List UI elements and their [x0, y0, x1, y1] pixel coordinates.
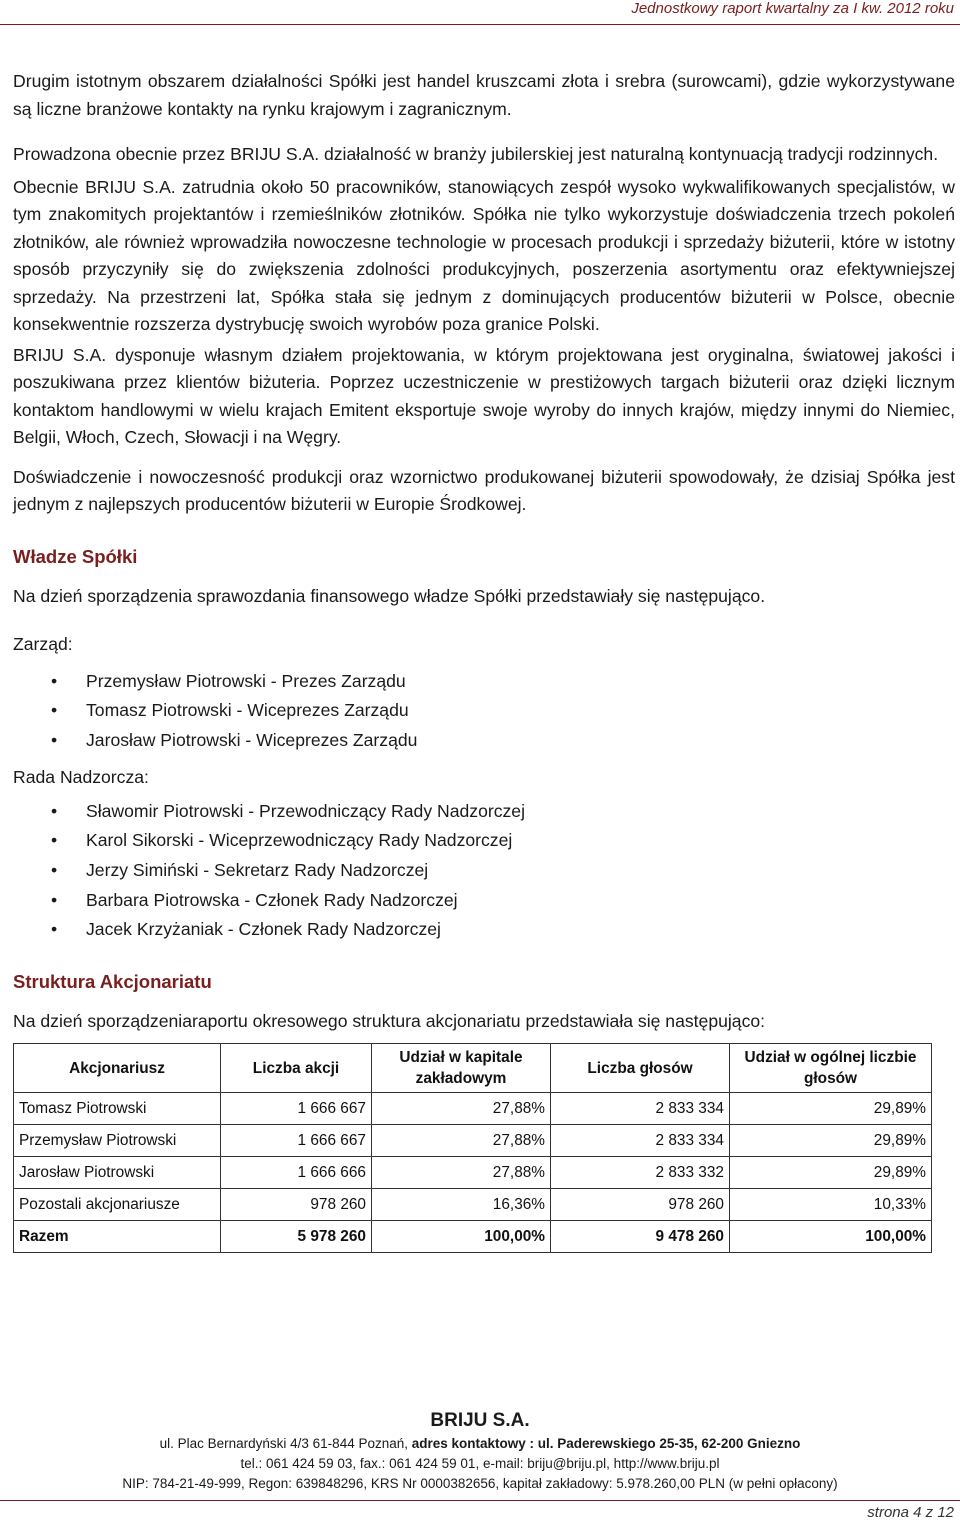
shareholder-name: Przemysław Piotrowski: [14, 1125, 221, 1157]
supervisory-label: Rada Nadzorcza:: [13, 766, 149, 787]
footer-contact: tel.: 061 424 59 03, fax.: 061 424 59 01, e-mail: briju@briju.pl, http://www.briju.pl: [240, 1456, 720, 1471]
paragraph-tradition: Prowadzona obecnie przez BRIJU S.A. działalność w branży jubilerskiej jest naturalną kontynuacją tradycji rodzinnych.: [13, 144, 939, 164]
shareholder-name: Jarosław Piotrowski: [14, 1157, 221, 1189]
bullet-icon: •: [51, 729, 58, 750]
shareholders-title: Struktura Akcjonariatu: [13, 971, 212, 993]
board-member: • Jarosław Piotrowski - Wiceprezes Zarządu: [13, 726, 955, 756]
board-member: • Tomasz Piotrowski - Wiceprezes Zarządu: [13, 696, 955, 726]
supervisory-member: • Barbara Piotrowska - Członek Rady Nadzorczej: [13, 886, 955, 916]
table-header-row: [14, 1044, 932, 1093]
supervisory-member: • Karol Sikorski - Wiceprzewodniczący Rady Nadzorczej: [13, 826, 955, 856]
vote-share: 29,89%: [730, 1157, 932, 1189]
page-number: strona 4 z 12: [867, 1504, 954, 1521]
shareholder-name: Tomasz Piotrowski: [14, 1093, 221, 1125]
capital-share: 27,88%: [372, 1093, 551, 1125]
total-vote-share: 100,00%: [730, 1221, 932, 1253]
page-content: [13, 68, 955, 1253]
table-row: [14, 1189, 932, 1221]
bullet-icon: •: [51, 860, 58, 881]
bullet-icon: •: [51, 889, 58, 910]
vote-count: 978 260: [551, 1189, 730, 1221]
governance-title: Władze Spółki: [13, 545, 138, 567]
paragraph-trading: Drugim istotnym obszarem działalności Spółki jest handel kruszcami złota i srebra (surowcami), gdzie wykorzystywane są liczne branżowe kontakty na rynku krajowym i zagranicznym.: [13, 71, 955, 119]
bullet-icon: •: [51, 800, 58, 821]
total-capital-share: 100,00%: [372, 1221, 551, 1253]
vote-count: 2 833 334: [551, 1093, 730, 1125]
supervisory-list: [13, 797, 955, 946]
paragraph-experience: Doświadczenie i nowoczesność produkcji oraz wzornictwo produkowanej biżuterii spowodowały, że dzisiaj Spółka jest jednym z najlepszych producentów biżuterii w Europie Środkowej.: [13, 466, 955, 514]
column-header: Udział w ogólnej liczbie głosów: [730, 1044, 932, 1093]
vote-share: 10,33%: [730, 1189, 932, 1221]
vote-share: 29,89%: [730, 1093, 932, 1125]
report-title: Jednostkowy raport kwartalny za I kw. 2012 roku: [631, 0, 954, 17]
supervisory-member: • Sławomir Piotrowski - Przewodniczący Rady Nadzorczej: [13, 797, 955, 827]
capital-share: 27,88%: [372, 1125, 551, 1157]
total-share-count: 5 978 260: [221, 1221, 372, 1253]
table-row: [14, 1093, 932, 1125]
share-count: 1 666 667: [221, 1125, 372, 1157]
column-header: Akcjonariusz: [14, 1044, 221, 1093]
table-row: [14, 1125, 932, 1157]
total-vote-count: 9 478 260: [551, 1221, 730, 1253]
paragraph-design: BRIJU S.A. dysponuje własnym działem projektowania, w którym projektowana jest oryginalna, światowej jakości i poszukiwana przez klientów biżuteria. Poprzez uczestniczenie w prestiżowych targach biżuterii oraz dzięki licznym kontaktom handlowymi w wielu krajach Emitent eksportuje swoje wyroby do innych krajów, między innymi do Niemiec, Belgii, Włoch, Czech, Słowacji i na Węgry.: [13, 344, 955, 447]
capital-share: 16,36%: [372, 1189, 551, 1221]
share-count: 1 666 666: [221, 1157, 372, 1189]
board-list: [13, 667, 955, 756]
shareholder-name: Pozostali akcjonariusze: [14, 1189, 221, 1221]
supervisory-member: • Jacek Krzyżaniak - Członek Rady Nadzorczej: [13, 915, 955, 945]
shareholders-intro: Na dzień sporządzeniaraportu okresowego struktura akcjonariatu przedstawiała się następująco:: [13, 1011, 766, 1032]
vote-count: 2 833 332: [551, 1157, 730, 1189]
vote-count: 2 833 334: [551, 1125, 730, 1157]
footer-rule: [0, 1500, 960, 1501]
bullet-icon: •: [51, 700, 58, 721]
bullet-icon: •: [51, 670, 58, 691]
share-count: 978 260: [221, 1189, 372, 1221]
paragraph-employees: Obecnie BRIJU S.A. zatrudnia około 50 pracowników, stanowiących zespół wysoko wykwalifikowanych specjalistów, w tym znakomitych projektantów i rzemieślników złotników. Spółka nie tylko wykorzystuje doświadczenia trzech pokoleń złotników, ale również wprowadziła nowoczesne technologie w procesach produkcji i sprzedaży biżuterii, które w istotny sposób przyczyniły się do zwiększenia zdolności produkcyjnych, poszerzenia asortymentu oraz efektywniejszej sprzedaży. Na przestrzeni lat, Spółka stała się jednym z dominujących producentów biżuterii w Polsce, obecnie konsekwentnie rozszerza dystrybucję swoich wyrobów poza granice Polski.: [13, 176, 955, 334]
column-header: Udział w kapitale zakładowym: [372, 1044, 551, 1093]
supervisory-member: • Jerzy Simiński - Sekretarz Rady Nadzorczej: [13, 856, 955, 886]
bullet-icon: •: [51, 919, 58, 940]
governance-intro: Na dzień sporządzenia sprawozdania finansowego władze Spółki przedstawiały się następująco.: [13, 585, 766, 606]
capital-share: 27,88%: [372, 1157, 551, 1189]
vote-share: 29,89%: [730, 1125, 932, 1157]
board-label: Zarząd:: [13, 633, 73, 654]
column-header: Liczba głosów: [551, 1044, 730, 1093]
share-count: 1 666 667: [221, 1093, 372, 1125]
footer-registry: NIP: 784-21-49-999, Regon: 639848296, KRS Nr 0000382656, kapitał zakładowy: 5.978.260,00 PLN (w pełni opłacony): [122, 1476, 838, 1491]
page-footer: [0, 1408, 960, 1494]
column-header: Liczba akcji: [221, 1044, 372, 1093]
footer-address: ul. Plac Bernardyński 4/3 61-844 Poznań, adres kontaktowy : ul. Paderewskiego 25-35, 62-200 Gniezno: [159, 1436, 801, 1451]
bullet-icon: •: [51, 830, 58, 851]
shareholders-table: [13, 1043, 932, 1253]
table-row: [14, 1157, 932, 1189]
board-member: • Przemysław Piotrowski - Prezes Zarządu: [13, 667, 955, 697]
footer-company: BRIJU S.A.: [430, 1410, 530, 1431]
table-total-row: [14, 1221, 932, 1253]
total-label: Razem: [14, 1221, 221, 1253]
